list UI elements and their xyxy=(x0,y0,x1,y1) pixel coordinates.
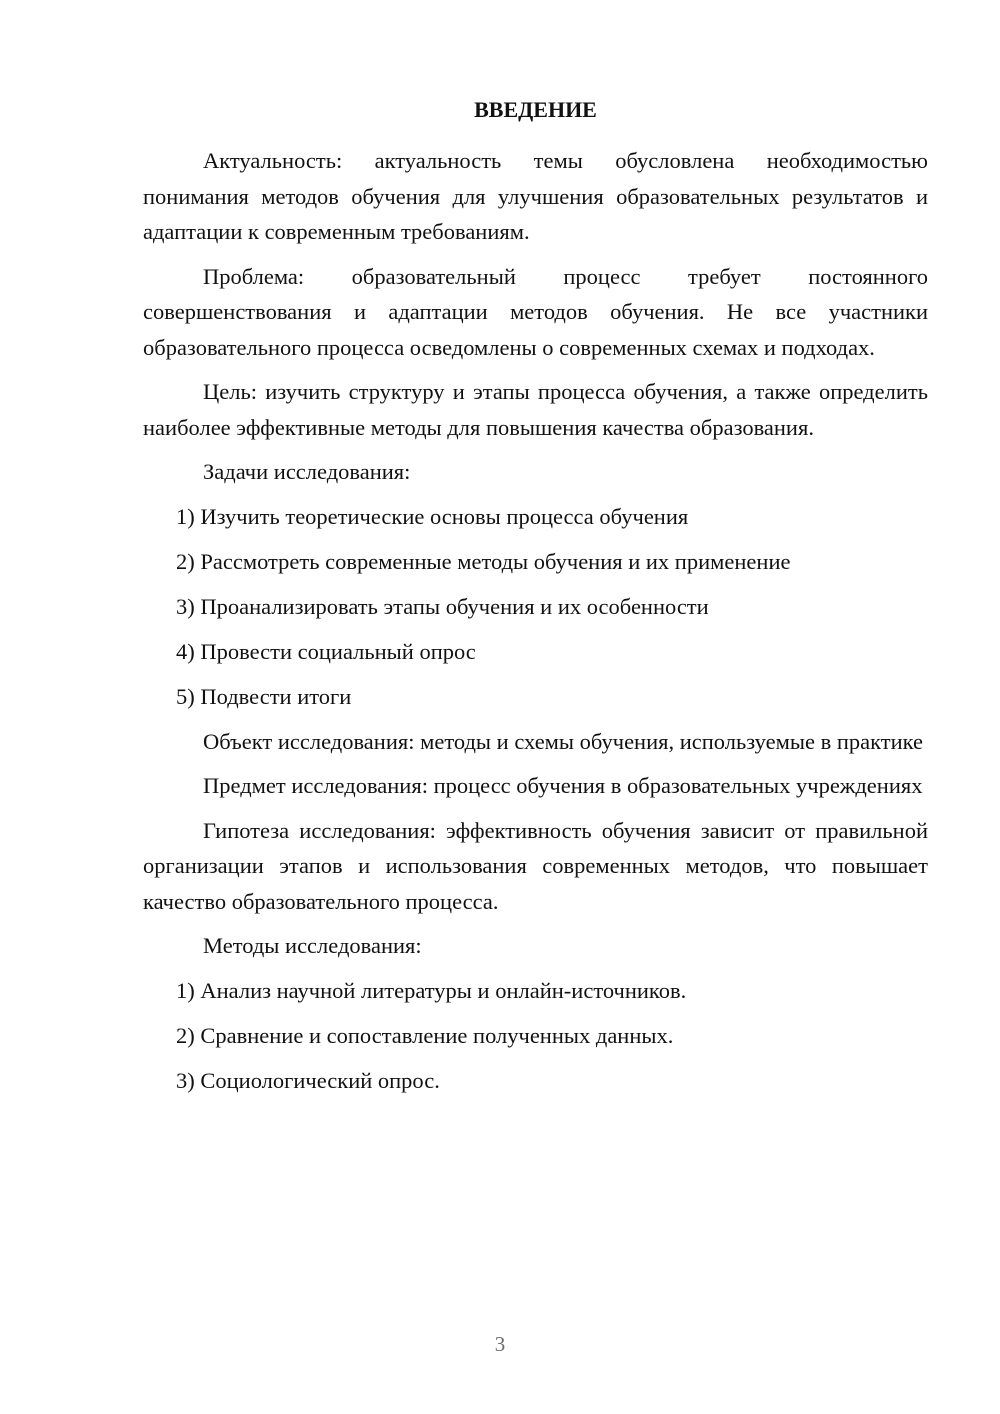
page-number: 3 xyxy=(494,1332,506,1356)
task-item: 3) Проанализировать этапы обучения и их особенности xyxy=(176,593,709,619)
task-item: 5) Подвести итоги xyxy=(176,683,352,709)
hypothesis-paragraph: Гипотеза исследования: эффективность обучения зависит от правильной организации этапов и использования современных методов, что повышает качество образовательного процесса. xyxy=(143,817,928,914)
goal-paragraph: Цель: изучить структуру и этапы процесса обучения, а также определить наиболее эффективные методы для повышения качества образования. xyxy=(143,379,928,440)
task-item: 1) Изучить теоретические основы процесса обучения xyxy=(176,503,689,529)
method-item: 1) Анализ научной литературы и онлайн-источников. xyxy=(176,977,687,1003)
method-item: 2) Сравнение и сопоставление полученных данных. xyxy=(176,1022,674,1048)
tasks-list xyxy=(143,499,928,715)
method-item: 3) Социологический опрос. xyxy=(176,1067,440,1093)
methods-label: Методы исследования: xyxy=(203,933,422,958)
task-item: 4) Провести социальный опрос xyxy=(176,638,476,664)
tasks-label: Задачи исследования: xyxy=(203,459,411,484)
page-heading: ВВЕДЕНИЕ xyxy=(474,97,597,122)
relevance-paragraph: Актуальность: актуальность темы обусловлена необходимостью понимания методов обучения для улучшения образовательных результатов и адаптации к современным требованиям. xyxy=(143,148,928,244)
methods-list xyxy=(143,973,928,1099)
page-content xyxy=(143,92,928,1108)
object-paragraph: Объект исследования: методы и схемы обучения, используемые в практике xyxy=(203,728,923,754)
problem-paragraph: Проблема: образовательный процесс требует постоянного совершенствования и адаптации методов обучения. Не все участники образовательного процесса осведомлены о современных схемах и подходах. xyxy=(143,263,928,360)
task-item: 2) Рассмотреть современные методы обучения и их применение xyxy=(176,548,791,574)
subject-paragraph: Предмет исследования: процесс обучения в образовательных учреждениях xyxy=(203,773,923,798)
